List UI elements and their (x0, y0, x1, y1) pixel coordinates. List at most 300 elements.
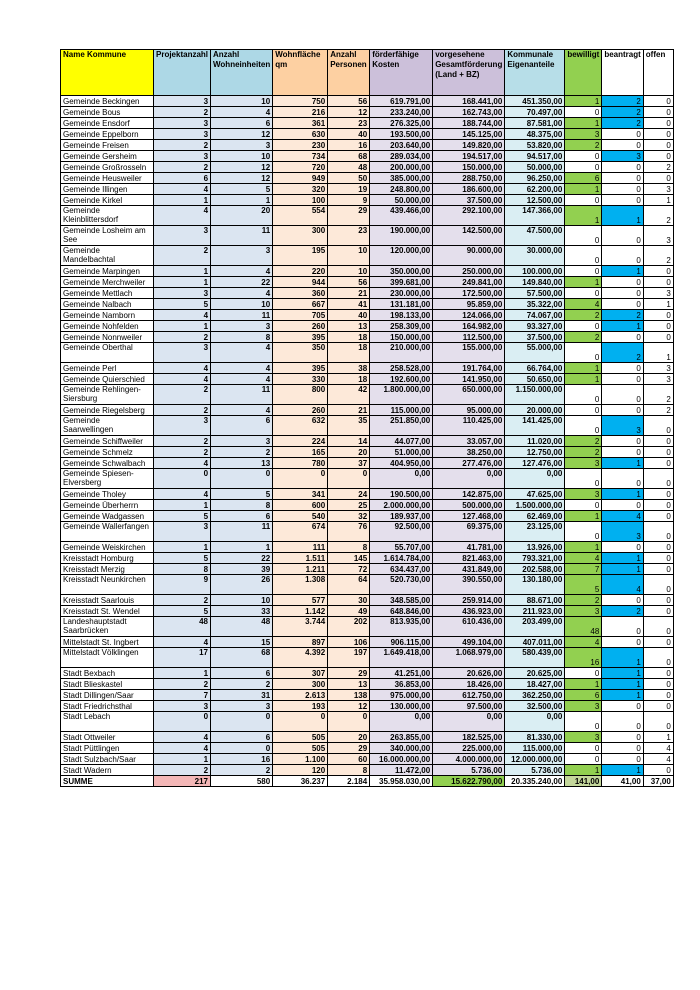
cell-beantragt: 2 (602, 606, 643, 617)
cell-wohneinheiten: 8 (211, 500, 273, 511)
cell-wohnflaeche: 193 (273, 701, 328, 712)
cell-projektanzahl: 2 (154, 385, 211, 405)
cell-beantragt: 0 (602, 288, 643, 299)
cell-wohnflaeche: 540 (273, 511, 328, 522)
cell-beantragt: 2 (602, 96, 643, 107)
cell-eigenanteile: 12.500,00 (505, 195, 565, 206)
cell-kosten: 192.600,00 (370, 374, 433, 385)
cell-personen: 35 (328, 416, 370, 436)
table-row (61, 648, 674, 668)
cell-bewilligt: 2 (565, 310, 602, 321)
cell-gesamtfoerderung: 188.744,00 (433, 118, 505, 129)
table-row (61, 575, 674, 595)
table-row (61, 310, 674, 321)
cell-name: Stadt Bexbach (61, 668, 154, 679)
cell-eigenanteile: 30.000,00 (505, 246, 565, 266)
cell-projektanzahl: 2 (154, 246, 211, 266)
cell-offen: 2 (643, 206, 673, 226)
cell-bewilligt: 1 (565, 277, 602, 288)
cell-wohnflaeche: 705 (273, 310, 328, 321)
cell-personen: 18 (328, 374, 370, 385)
cell-eigenanteile: 5.736,00 (505, 765, 565, 776)
cell-beantragt: 0 (602, 140, 643, 151)
table-row (61, 140, 674, 151)
cell-wohneinheiten: 4 (211, 288, 273, 299)
table-row (61, 712, 674, 732)
cell-eigenanteile: 1.150.000,00 (505, 385, 565, 405)
cell-name: Kreisstadt St. Wendel (61, 606, 154, 617)
cell-beantragt: 1 (602, 765, 643, 776)
cell-offen: 0 (643, 701, 673, 712)
cell-gesamtfoerderung: 4.000.000,00 (433, 754, 505, 765)
cell-kosten: 2.000.000,00 (370, 500, 433, 511)
cell-offen: 0 (643, 416, 673, 436)
cell-kosten: 233.240,00 (370, 107, 433, 118)
cell-personen: 49 (328, 606, 370, 617)
cell-beantragt: 0 (602, 195, 643, 206)
cell-offen: 0 (643, 332, 673, 343)
cell-wohnflaeche: 330 (273, 374, 328, 385)
cell-bewilligt: 0 (565, 288, 602, 299)
cell-personen: 23 (328, 118, 370, 129)
cell-wohneinheiten: 6 (211, 732, 273, 743)
cell-wohnflaeche: 505 (273, 732, 328, 743)
cell-eigenanteile: 32.500,00 (505, 701, 565, 712)
cell-gesamtfoerderung: 164.982,00 (433, 321, 505, 332)
cell-bewilligt: 3 (565, 489, 602, 500)
table-row (61, 343, 674, 363)
cell-wohneinheiten: 4 (211, 343, 273, 363)
cell-gesamtfoerderung: 124.066,00 (433, 310, 505, 321)
cell-kosten: 193.500,00 (370, 129, 433, 140)
cell-wohneinheiten: 10 (211, 595, 273, 606)
cell-bewilligt: 3 (565, 606, 602, 617)
cell-bewilligt: 1 (565, 679, 602, 690)
cell-projektanzahl: 1 (154, 542, 211, 553)
cell-personen: 41 (328, 299, 370, 310)
cell-offen: 0 (643, 500, 673, 511)
cell-gesamtfoerderung: 112.500,00 (433, 332, 505, 343)
cell-gesamtfoerderung: 650.000,00 (433, 385, 505, 405)
cell-wohneinheiten: 11 (211, 522, 273, 542)
table-row (61, 679, 674, 690)
table-row (61, 107, 674, 118)
cell-offen: 0 (643, 469, 673, 489)
cell-offen: 1 (643, 195, 673, 206)
cell-eigenanteile: 53.820,00 (505, 140, 565, 151)
cell-personen: 138 (328, 690, 370, 701)
cell-kosten: 648.846,00 (370, 606, 433, 617)
cell-bewilligt: 3 (565, 129, 602, 140)
cell-name: Gemeinde Überherrn (61, 500, 154, 511)
cell-gesamtfoerderung: 821.463,00 (433, 553, 505, 564)
table-row (61, 162, 674, 173)
cell-personen: 24 (328, 489, 370, 500)
cell-kosten: 385.000,00 (370, 173, 433, 184)
cell-bewilligt: 48 (565, 617, 602, 637)
table-row (61, 405, 674, 416)
table-row (61, 469, 674, 489)
cell-bewilligt: 0 (565, 162, 602, 173)
cell-name: Gemeinde Namborn (61, 310, 154, 321)
table-row (61, 489, 674, 500)
header-personen: Anzahl Personen (328, 50, 370, 96)
cell-gesamtfoerderung: 292.100,00 (433, 206, 505, 226)
cell-name: Gemeinde Oberthal (61, 343, 154, 363)
cell-beantragt: 1 (602, 458, 643, 469)
cell-wohnflaeche: 361 (273, 118, 328, 129)
cell-projektanzahl: 2 (154, 162, 211, 173)
cell-personen: 12 (328, 701, 370, 712)
cell-bewilligt: 0 (565, 385, 602, 405)
cell-offen: 3 (643, 288, 673, 299)
cell-wohnflaeche: 260 (273, 321, 328, 332)
cell-gesamtfoerderung: 149.820,00 (433, 140, 505, 151)
cell-personen: 30 (328, 595, 370, 606)
cell-eigenanteile: 203.499,00 (505, 617, 565, 637)
cell-name: Gemeinde Kleinblittersdorf (61, 206, 154, 226)
cell-kosten: 258.528,00 (370, 363, 433, 374)
cell-personen: 16 (328, 140, 370, 151)
cell-offen: 0 (643, 107, 673, 118)
header-name: Name Kommune (61, 50, 154, 96)
table-row (61, 436, 674, 447)
cell-beantragt: 0 (602, 500, 643, 511)
cell-bewilligt: 0 (565, 266, 602, 277)
sum-row (61, 776, 674, 787)
cell-kosten: 520.730,00 (370, 575, 433, 595)
cell-gesamtfoerderung: 612.750,00 (433, 690, 505, 701)
cell-bewilligt: 0 (565, 416, 602, 436)
cell-beantragt: 1 (602, 668, 643, 679)
table-row (61, 637, 674, 648)
cell-name: Gemeinde Rehlingen-Siersburg (61, 385, 154, 405)
cell-projektanzahl: 8 (154, 564, 211, 575)
cell-offen: 0 (643, 118, 673, 129)
cell-wohnflaeche: 230 (273, 140, 328, 151)
table-row (61, 542, 674, 553)
cell-eigenanteile: 50.000,00 (505, 162, 565, 173)
cell-projektanzahl: 1 (154, 500, 211, 511)
cell-projektanzahl: 5 (154, 511, 211, 522)
cell-wohneinheiten: 10 (211, 96, 273, 107)
cell-name: Gemeinde Weiskirchen (61, 542, 154, 553)
cell-bewilligt: 3 (565, 701, 602, 712)
cell-bewilligt: 2 (565, 140, 602, 151)
cell-offen: 0 (643, 553, 673, 564)
cell-personen: 13 (328, 321, 370, 332)
cell-personen: 25 (328, 500, 370, 511)
cell-wohnflaeche: 216 (273, 107, 328, 118)
cell-eigenanteile: 0,00 (505, 469, 565, 489)
cell-gesamtfoerderung: 0,00 (433, 469, 505, 489)
cell-wohnflaeche: 395 (273, 363, 328, 374)
cell-kosten: 41.251,00 (370, 668, 433, 679)
cell-beantragt: 3 (602, 151, 643, 162)
cell-bewilligt: 1 (565, 96, 602, 107)
table-row (61, 374, 674, 385)
cell-name: Gemeinde Schwalbach (61, 458, 154, 469)
table-row (61, 606, 674, 617)
cell-bewilligt: 0 (565, 754, 602, 765)
cell-gesamtfoerderung: 168.441,00 (433, 96, 505, 107)
cell-projektanzahl: 3 (154, 701, 211, 712)
cell-beantragt: 0 (602, 743, 643, 754)
cell-kosten: 36.853,00 (370, 679, 433, 690)
cell-wohneinheiten: 11 (211, 310, 273, 321)
cell-eigenanteile: 147.366,00 (505, 206, 565, 226)
header-wohneinheiten: Anzahl Wohneinheiten (211, 50, 273, 96)
cell-name: Stadt Lebach (61, 712, 154, 732)
cell-personen: 40 (328, 310, 370, 321)
cell-offen: 2 (643, 385, 673, 405)
cell-offen: 0 (643, 564, 673, 575)
cell-bewilligt: 0 (565, 107, 602, 118)
sum-personen: 2.184 (328, 776, 370, 787)
cell-bewilligt: 2 (565, 332, 602, 343)
cell-projektanzahl: 4 (154, 310, 211, 321)
cell-eigenanteile: 20.000,00 (505, 405, 565, 416)
table-row (61, 118, 674, 129)
cell-bewilligt: 0 (565, 195, 602, 206)
cell-name: Gemeinde Nalbach (61, 299, 154, 310)
cell-bewilligt: 0 (565, 500, 602, 511)
cell-personen: 20 (328, 447, 370, 458)
cell-wohneinheiten: 12 (211, 129, 273, 140)
cell-kosten: 404.950,00 (370, 458, 433, 469)
cell-kosten: 248.800,00 (370, 184, 433, 195)
table-row (61, 129, 674, 140)
cell-offen: 3 (643, 226, 673, 246)
cell-name: Gemeinde Beckingen (61, 96, 154, 107)
cell-projektanzahl: 3 (154, 151, 211, 162)
table-row (61, 668, 674, 679)
cell-wohnflaeche: 220 (273, 266, 328, 277)
table-row (61, 564, 674, 575)
cell-offen: 0 (643, 637, 673, 648)
cell-eigenanteile: 18.427,00 (505, 679, 565, 690)
cell-name: Gemeinde Nohfelden (61, 321, 154, 332)
cell-projektanzahl: 2 (154, 332, 211, 343)
cell-beantragt: 0 (602, 374, 643, 385)
cell-eigenanteile: 141.425,00 (505, 416, 565, 436)
cell-offen: 2 (643, 246, 673, 266)
cell-projektanzahl: 2 (154, 405, 211, 416)
cell-eigenanteile: 37.500,00 (505, 332, 565, 343)
cell-name: Gemeinde Quierschied (61, 374, 154, 385)
cell-offen: 0 (643, 129, 673, 140)
cell-wohnflaeche: 111 (273, 542, 328, 553)
cell-wohneinheiten: 3 (211, 246, 273, 266)
cell-name: Mittelstadt St. Ingbert (61, 637, 154, 648)
table-row (61, 522, 674, 542)
cell-gesamtfoerderung: 610.436,00 (433, 617, 505, 637)
cell-bewilligt: 1 (565, 118, 602, 129)
cell-wohnflaeche: 800 (273, 385, 328, 405)
cell-projektanzahl: 1 (154, 668, 211, 679)
sum-beantragt: 41,00 (602, 776, 643, 787)
header-eigenanteile: Kommunale Eigenanteile (505, 50, 565, 96)
cell-gesamtfoerderung: 142.875,00 (433, 489, 505, 500)
cell-offen: 3 (643, 363, 673, 374)
cell-personen: 76 (328, 522, 370, 542)
cell-personen: 23 (328, 226, 370, 246)
cell-kosten: 1.800.000,00 (370, 385, 433, 405)
cell-beantragt: 0 (602, 469, 643, 489)
cell-eigenanteile: 50.650,00 (505, 374, 565, 385)
cell-beantragt: 0 (602, 246, 643, 266)
cell-gesamtfoerderung: 97.500,00 (433, 701, 505, 712)
cell-name: Gemeinde Freisen (61, 140, 154, 151)
sum-wohnflaeche: 36.237 (273, 776, 328, 787)
cell-offen: 0 (643, 173, 673, 184)
cell-offen: 0 (643, 648, 673, 668)
cell-wohneinheiten: 2 (211, 447, 273, 458)
cell-projektanzahl: 4 (154, 489, 211, 500)
cell-wohneinheiten: 6 (211, 668, 273, 679)
cell-kosten: 258.309,00 (370, 321, 433, 332)
cell-personen: 56 (328, 277, 370, 288)
cell-beantragt: 2 (602, 310, 643, 321)
cell-wohnflaeche: 260 (273, 405, 328, 416)
cell-kosten: 115.000,00 (370, 405, 433, 416)
cell-bewilligt: 0 (565, 522, 602, 542)
cell-wohneinheiten: 3 (211, 140, 273, 151)
cell-beantragt: 1 (602, 648, 643, 668)
table-row (61, 385, 674, 405)
cell-offen: 0 (643, 606, 673, 617)
cell-name: Stadt Friedrichsthal (61, 701, 154, 712)
cell-wohnflaeche: 300 (273, 679, 328, 690)
cell-projektanzahl: 5 (154, 553, 211, 564)
cell-name: Stadt Dillingen/Saar (61, 690, 154, 701)
cell-bewilligt: 0 (565, 712, 602, 732)
cell-projektanzahl: 4 (154, 184, 211, 195)
cell-beantragt: 1 (602, 553, 643, 564)
cell-wohneinheiten: 12 (211, 162, 273, 173)
cell-beantragt: 2 (602, 343, 643, 363)
cell-gesamtfoerderung: 182.525,00 (433, 732, 505, 743)
cell-offen: 1 (643, 732, 673, 743)
table-row (61, 173, 674, 184)
cell-personen: 10 (328, 266, 370, 277)
cell-offen: 0 (643, 617, 673, 637)
cell-projektanzahl: 3 (154, 118, 211, 129)
cell-bewilligt: 4 (565, 637, 602, 648)
cell-gesamtfoerderung: 1.068.979,00 (433, 648, 505, 668)
cell-eigenanteile: 55.000,00 (505, 343, 565, 363)
cell-name: Gemeinde Gersheim (61, 151, 154, 162)
table-row (61, 458, 674, 469)
cell-kosten: 0,00 (370, 712, 433, 732)
cell-wohnflaeche: 3.744 (273, 617, 328, 637)
cell-beantragt: 0 (602, 617, 643, 637)
cell-wohnflaeche: 674 (273, 522, 328, 542)
cell-projektanzahl: 1 (154, 754, 211, 765)
cell-eigenanteile: 211.923,00 (505, 606, 565, 617)
cell-personen: 29 (328, 743, 370, 754)
cell-personen: 68 (328, 151, 370, 162)
cell-gesamtfoerderung: 33.057,00 (433, 436, 505, 447)
cell-name: Gemeinde Bous (61, 107, 154, 118)
cell-beantragt: 0 (602, 299, 643, 310)
cell-eigenanteile: 74.067,00 (505, 310, 565, 321)
cell-name: Gemeinde Ensdorf (61, 118, 154, 129)
cell-personen: 202 (328, 617, 370, 637)
cell-beantragt: 4 (602, 575, 643, 595)
cell-eigenanteile: 88.671,00 (505, 595, 565, 606)
cell-bewilligt: 0 (565, 246, 602, 266)
cell-wohneinheiten: 2 (211, 679, 273, 690)
cell-projektanzahl: 4 (154, 743, 211, 754)
cell-kosten: 55.707,00 (370, 542, 433, 553)
table-row (61, 277, 674, 288)
cell-wohneinheiten: 22 (211, 277, 273, 288)
cell-name: Gemeinde Kirkel (61, 195, 154, 206)
cell-bewilligt: 0 (565, 226, 602, 246)
cell-wohneinheiten: 26 (211, 575, 273, 595)
cell-beantragt: 0 (602, 173, 643, 184)
cell-personen: 14 (328, 436, 370, 447)
cell-name: Gemeinde Schiffweiler (61, 436, 154, 447)
cell-wohnflaeche: 667 (273, 299, 328, 310)
cell-beantragt: 2 (602, 107, 643, 118)
cell-wohneinheiten: 5 (211, 489, 273, 500)
cell-projektanzahl: 2 (154, 679, 211, 690)
cell-personen: 8 (328, 765, 370, 776)
cell-bewilligt: 6 (565, 173, 602, 184)
cell-wohneinheiten: 22 (211, 553, 273, 564)
cell-wohnflaeche: 720 (273, 162, 328, 173)
cell-name: Gemeinde Merchweiler (61, 277, 154, 288)
cell-kosten: 189.937,00 (370, 511, 433, 522)
cell-wohnflaeche: 360 (273, 288, 328, 299)
table-row (61, 195, 674, 206)
cell-offen: 4 (643, 743, 673, 754)
cell-bewilligt: 4 (565, 553, 602, 564)
cell-projektanzahl: 0 (154, 469, 211, 489)
cell-wohneinheiten: 6 (211, 118, 273, 129)
cell-eigenanteile: 580.439,00 (505, 648, 565, 668)
cell-wohnflaeche: 1.511 (273, 553, 328, 564)
cell-offen: 0 (643, 458, 673, 469)
cell-kosten: 150.000,00 (370, 332, 433, 343)
table-row (61, 226, 674, 246)
cell-kosten: 348.585,00 (370, 595, 433, 606)
cell-name: Gemeinde Heusweiler (61, 173, 154, 184)
cell-wohneinheiten: 33 (211, 606, 273, 617)
cell-bewilligt: 6 (565, 690, 602, 701)
data-table (60, 49, 674, 787)
cell-eigenanteile: 66.764,00 (505, 363, 565, 374)
cell-name: Stadt Wadern (61, 765, 154, 776)
cell-name: Mittelstadt Völklingen (61, 648, 154, 668)
header-foerderfaehige-kosten: förderfähige Kosten (370, 50, 433, 96)
cell-eigenanteile: 451.350,00 (505, 96, 565, 107)
header-row (61, 50, 674, 96)
cell-gesamtfoerderung: 142.500,00 (433, 226, 505, 246)
cell-name: Gemeinde Tholey (61, 489, 154, 500)
cell-wohnflaeche: 780 (273, 458, 328, 469)
cell-eigenanteile: 0,00 (505, 712, 565, 732)
cell-beantragt: 0 (602, 754, 643, 765)
cell-projektanzahl: 5 (154, 606, 211, 617)
cell-name: Gemeinde Eppelborn (61, 129, 154, 140)
cell-wohnflaeche: 1.211 (273, 564, 328, 575)
cell-projektanzahl: 3 (154, 129, 211, 140)
cell-eigenanteile: 149.840,00 (505, 277, 565, 288)
cell-wohnflaeche: 554 (273, 206, 328, 226)
